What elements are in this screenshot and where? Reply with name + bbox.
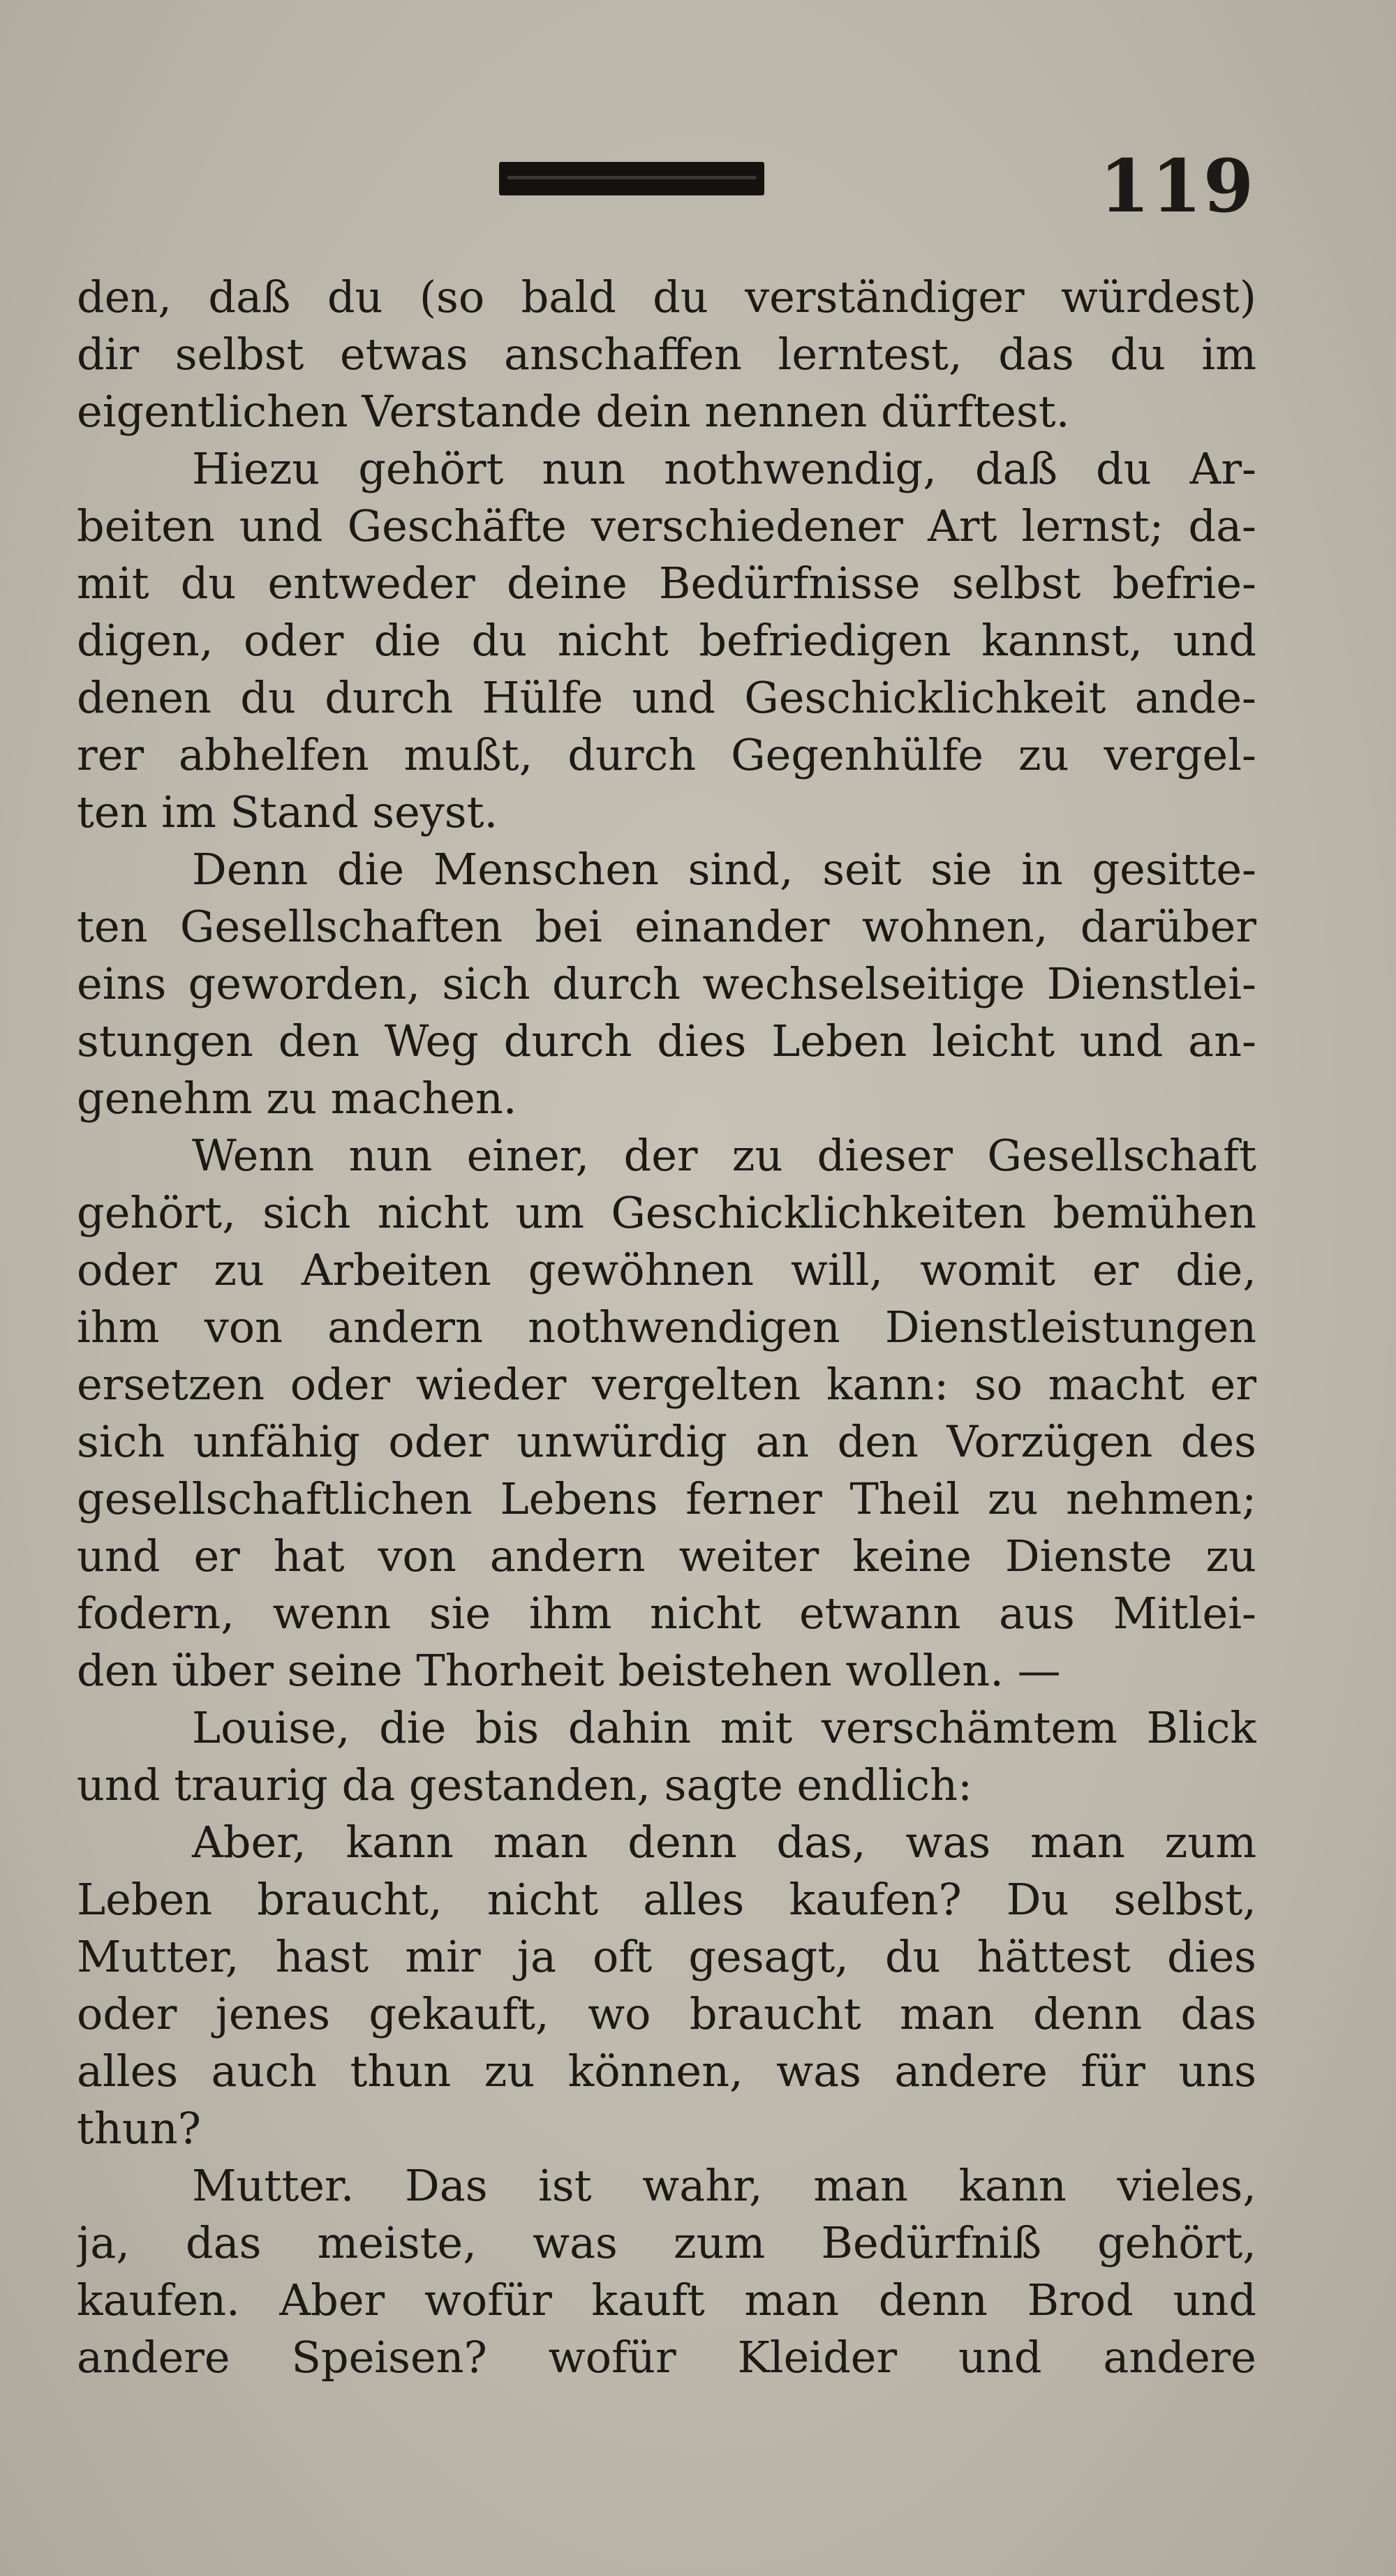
text-line: Hiezu gehört nun nothwendig, daß du Ar- [192, 443, 1256, 494]
text-line: ja, das meiste, was zum Bedürfniß gehört, [77, 2217, 1256, 2268]
text-line: genehm zu machen. [77, 1073, 517, 1124]
text-line: ihm von andern nothwendigen Dienstleistungen [77, 1302, 1256, 1353]
text-line: Leben braucht, nicht alles kaufen? Du selbst, [77, 1874, 1256, 1925]
text-line: eins geworden, sich durch wechselseitige Dienstlei- [77, 958, 1256, 1009]
text-line: gehört, sich nicht um Geschicklichkeiten bemühen [77, 1187, 1256, 1238]
text-line: und traurig da gestanden, sagte endlich: [77, 1759, 972, 1810]
text-line: gesellschaftlichen Lebens ferner Theil zu nehmen; [77, 1473, 1256, 1524]
text-line: oder jenes gekauft, wo braucht man denn das [77, 1988, 1256, 2039]
text-line: stungen den Weg durch dies Leben leicht und an- [77, 1015, 1256, 1066]
text-line: und er hat von andern weiter keine Dienste zu [77, 1531, 1256, 1581]
page-number: 119 [1099, 143, 1256, 229]
text-line: thun? [77, 2103, 201, 2154]
text-line: beiten und Geschäfte verschiedener Art lernst; da- [77, 500, 1256, 551]
text-line: fodern, wenn sie ihm nicht etwann aus Mitlei- [77, 1588, 1256, 1639]
text-line: Wenn nun einer, der zu dieser Gesellschaft [192, 1130, 1256, 1181]
text-line: dir selbst etwas anschaffen lerntest, das du im [77, 329, 1256, 380]
body-text [77, 269, 1256, 2386]
header-ornament-rule [499, 162, 764, 195]
text-line: ersetzen oder wieder vergelten kann: so macht er [77, 1359, 1256, 1410]
text-line: denen du durch Hülfe und Geschicklichkeit ande- [77, 672, 1256, 723]
text-line: Louise, die bis dahin mit verschämtem Blick [192, 1702, 1256, 1753]
text-line: ten Gesellschaften bei einander wohnen, darüber [77, 901, 1256, 952]
text-line: andere Speisen? wofür Kleider und andere [77, 2332, 1256, 2383]
text-line: alles auch thun zu können, was andere für uns [77, 2046, 1256, 2097]
text-line: den, daß du (so bald du verständiger würdest) [77, 271, 1256, 322]
text-line: digen, oder die du nicht befriedigen kannst, und [77, 615, 1256, 666]
text-line: Denn die Menschen sind, seit sie in gesitte- [192, 844, 1256, 895]
text-line: mit du entweder deine Bedürfnisse selbst befrie- [77, 558, 1256, 609]
text-line: oder zu Arbeiten gewöhnen will, womit er die, [77, 1244, 1256, 1295]
text-line: rer abhelfen mußt, durch Gegenhülfe zu vergel- [77, 729, 1256, 780]
text-line: Mutter. Das ist wahr, man kann vieles, [192, 2160, 1256, 2211]
text-line: eigentlichen Verstande dein nennen dürftest. [77, 386, 1070, 437]
text-line: sich unfähig oder unwürdig an den Vorzügen des [77, 1416, 1256, 1467]
text-line: kaufen. Aber wofür kauft man denn Brod und [77, 2275, 1256, 2325]
text-line: ten im Stand seyst. [77, 787, 498, 837]
text-line: Aber, kann man denn das, was man zum [192, 1817, 1256, 1868]
text-line: den über seine Thorheit beistehen wollen. — [77, 1645, 1061, 1696]
text-line: Mutter, hast mir ja oft gesagt, du hättest dies [77, 1931, 1256, 1982]
